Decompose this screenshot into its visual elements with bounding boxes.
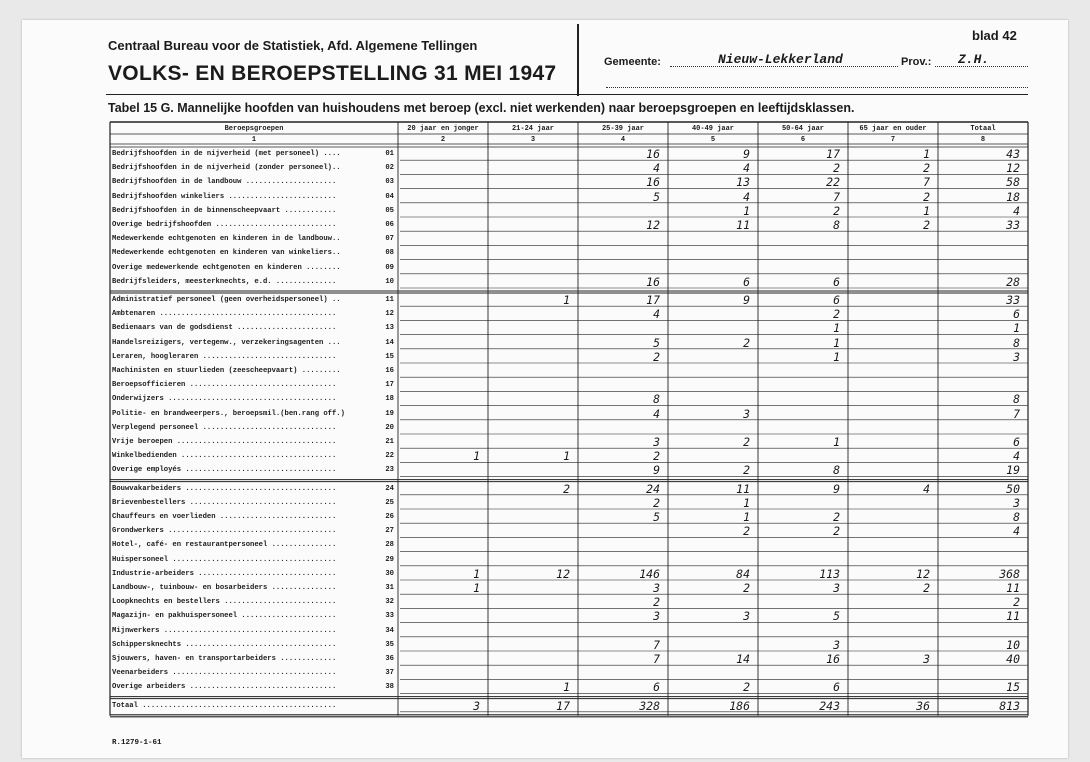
table-row-label (112, 309, 394, 319)
table-cell-value: 84 (736, 566, 750, 581)
occupation-name: Bedrijfshoofden in de nijverheid (zonder personeel).. (112, 164, 341, 173)
table-cell-value: 2 (743, 524, 750, 539)
table-row-label (112, 149, 394, 159)
occupation-code: 33 (385, 612, 394, 621)
table-cell-value: 2 (923, 161, 930, 176)
column-number: 6 (800, 136, 806, 144)
table-title: Tabel 15 G. Mannelijke hoofden van huishoudens met beroep (excl. niet werkenden) naar beroepsgroepen en leeftijdsklassen. (108, 101, 855, 115)
occupation-name: Landbouw-, tuinbouw- en bosarbeiders ............... (112, 584, 337, 592)
province-label: Prov.: (901, 56, 932, 68)
table-cell-value: 3 (1013, 349, 1020, 364)
table-cell-value: 11 (1006, 581, 1020, 595)
table-cell-value: 13 (736, 175, 750, 190)
table-row-label (112, 555, 394, 565)
occupation-code: 10 (385, 277, 394, 286)
table-row-label (112, 437, 394, 447)
occupation-name: Loopknechts en bestellers .......................... (112, 598, 337, 607)
table-cell-value: 16 (646, 147, 660, 161)
census-title: VOLKS- EN BEROEPSTELLING 31 MEI 1947 (108, 62, 557, 85)
occupation-code: 04 (385, 192, 394, 201)
occupation-name: Beroepsofficieren .................................. (112, 381, 337, 390)
occupation-code: 25 (385, 498, 394, 507)
table-cell-value: 2 (923, 581, 930, 595)
table-cell-value: 17 (556, 698, 570, 713)
table-cell-value: 2 (833, 203, 840, 218)
table-cell-value: 1 (743, 203, 750, 218)
table-cell-value: 2 (563, 481, 570, 496)
occupation-code: 16 (385, 367, 394, 375)
table-cell-value: 43 (1006, 147, 1020, 161)
table-cell-value: 8 (833, 463, 840, 478)
table-cell-value: 11 (1006, 609, 1020, 624)
table-cell-value: 2 (653, 449, 660, 464)
occupation-code: 07 (385, 235, 394, 244)
table-cell-value: 4 (653, 406, 660, 421)
table-cell-value: 8 (653, 392, 660, 407)
column-number: 2 (440, 136, 446, 144)
table-cell-value: 17 (826, 147, 840, 161)
table-cell-value: 3 (923, 652, 930, 666)
table-cell-value: 7 (1013, 406, 1020, 421)
table-cell-value: 3 (653, 609, 660, 624)
table-cell-value: 3 (653, 435, 660, 449)
occupation-name: Magazijn- en pakhuispersoneel ...................... (112, 612, 337, 621)
occupation-name: Mijnwerkers ........................................ (112, 626, 337, 635)
table-cell-value: 4 (743, 189, 750, 204)
column-number: 8 (980, 136, 986, 144)
table-row-label (112, 626, 394, 636)
column-header: 25-39 jaar (601, 125, 644, 133)
occupation-name: Verplegend personeel ............................... (112, 423, 337, 432)
table-cell-value: 3 (653, 581, 660, 595)
table-row-label (112, 323, 394, 333)
occupation-code: 28 (385, 541, 394, 550)
occupation-name: Machinisten en stuurlieden (zeescheepvaart) ......... (112, 367, 341, 375)
occupation-name: Chauffeurs en voerlieden ........................... (112, 513, 337, 521)
table-row-label (112, 583, 394, 593)
table-cell-value: 2 (743, 435, 750, 449)
table-cell-value: 1 (563, 449, 570, 464)
table-row-label (112, 512, 394, 522)
column-header: Totaal (970, 125, 996, 133)
table-cell-value: 2 (743, 581, 750, 595)
table-cell-value: 2 (653, 595, 660, 610)
table-row-label (112, 220, 394, 230)
occupation-code: 34 (385, 626, 394, 635)
table-cell-value: 28 (1006, 274, 1020, 289)
table-cell-value: 4 (1013, 449, 1020, 464)
table-cell-value: 6 (743, 274, 750, 289)
occupation-code: 30 (385, 569, 394, 578)
table-cell-value: 8 (1013, 335, 1020, 350)
table-cell-value: 3 (473, 698, 480, 713)
table-cell-value: 5 (653, 189, 660, 204)
table-row-label (112, 206, 394, 216)
occupation-code: 31 (385, 584, 394, 592)
table-cell-value: 12 (1006, 161, 1020, 176)
table-cell-value: 15 (1006, 680, 1020, 695)
table-row-label (112, 668, 394, 678)
occupation-name: Bedienaars van de godsdienst ....................... (112, 324, 337, 333)
table-cell-value: 7 (653, 652, 660, 666)
table-cell-value: 36 (916, 698, 930, 713)
table-cell-value: 2 (833, 524, 840, 539)
table-cell-value: 4 (923, 481, 930, 496)
table-cell-value: 1 (743, 495, 750, 510)
table-row-label (112, 380, 394, 390)
table-cell-value: 9 (833, 481, 840, 496)
occupation-code: 24 (385, 484, 394, 493)
occupation-name: Bouwvakarbeiders ................................... (112, 484, 337, 493)
column-header: Beroepsgroepen (224, 125, 284, 133)
occupation-name: Administratief personeel (geen overheidspersoneel) .. (112, 296, 341, 304)
column-number: 3 (530, 136, 536, 144)
table-cell-value: 9 (653, 463, 660, 478)
table-cell-value: 113 (819, 566, 840, 581)
column-number: 1 (251, 136, 257, 144)
occupation-name: Medewerkende echtgenoten en kinderen van winkeliers.. (112, 249, 341, 258)
gemeente-label: Gemeente: (604, 56, 661, 68)
province-value: Z.H. (958, 52, 990, 67)
table-row-label (112, 465, 394, 475)
table-cell-value: 7 (653, 637, 660, 652)
table-cell-value: 40 (1006, 652, 1020, 666)
occupation-name: Onderwijzers ....................................... (112, 395, 337, 404)
occupation-code: 32 (385, 598, 394, 607)
table-cell-value: 1 (563, 680, 570, 695)
occupation-name: Overige arbeiders .................................. (112, 683, 337, 692)
occupation-name: Overige medewerkende echtgenoten en kinderen ........ (112, 263, 341, 272)
occupation-name: Bedrijfshoofden in de binnenscheepvaart ............ (112, 206, 337, 215)
occupation-name: Brievenbestellers .................................. (112, 498, 337, 507)
table-cell-value: 1 (563, 293, 570, 307)
table-cell-value: 10 (1006, 637, 1020, 652)
table-row-label (112, 263, 394, 273)
table-row-label (112, 423, 394, 433)
occupation-name: Ambtenaren ......................................... (112, 310, 337, 319)
table-row-label (112, 498, 394, 508)
column-header: 40-49 jaar (691, 125, 734, 133)
table-cell-value: 12 (556, 566, 570, 581)
table-cell-value: 6 (1013, 307, 1020, 322)
occupation-code: 12 (385, 310, 394, 319)
column-header: 65 jaar en ouder (859, 125, 927, 133)
table-cell-value: 7 (833, 189, 840, 204)
table-row-label (112, 701, 394, 711)
table-cell-value: 186 (729, 698, 750, 713)
table-cell-value: 4 (1013, 524, 1020, 539)
table-row-label (112, 654, 394, 664)
column-number: 5 (710, 136, 716, 144)
occupation-name: Veenarbeiders ...................................... (112, 669, 337, 678)
form-code: R.1279-1-61 (112, 739, 162, 747)
table-cell-value: 9 (743, 293, 750, 307)
occupation-name: Politie- en brandweerpers., beroepsmil.(ben.rang off.) (112, 409, 345, 418)
table-row-label (112, 569, 394, 579)
occupation-code: 26 (385, 513, 394, 521)
table-row-label (112, 234, 394, 244)
occupation-code: 37 (385, 669, 394, 678)
table-cell-value: 6 (833, 293, 840, 307)
occupation-name: Industrie-arbeiders ................................ (112, 569, 337, 578)
column-number: 4 (620, 136, 626, 144)
table-row-label (112, 352, 394, 362)
table-row-label (112, 526, 394, 536)
occupation-code: 19 (385, 409, 394, 418)
occupation-code: 05 (385, 206, 394, 215)
table-cell-value: 1 (473, 581, 480, 595)
table-cell-value: 18 (1006, 189, 1020, 204)
table-cell-value: 5 (833, 609, 840, 624)
table-cell-value: 8 (1013, 510, 1020, 524)
occupation-code: 03 (385, 178, 394, 187)
column-header: 20 jaar en jonger (407, 125, 479, 133)
occupation-name: Handelsreizigers, vertegenw., verzekeringsagenten ... (112, 338, 341, 347)
table-cell-value: 2 (923, 189, 930, 204)
occupation-name: Bedrijfshoofden in de landbouw ..................... (112, 178, 337, 187)
table-cell-value: 1 (923, 147, 930, 161)
column-number: 7 (890, 136, 896, 144)
table-cell-value: 3 (833, 581, 840, 595)
occupation-name: Schippersknechts ................................... (112, 640, 337, 649)
table-cell-value: 813 (999, 698, 1020, 713)
table-cell-value: 14 (736, 652, 750, 666)
table-cell-value: 4 (653, 307, 660, 322)
table-cell-value: 7 (923, 175, 930, 190)
occupation-code: 27 (385, 527, 394, 536)
occupation-code: 13 (385, 324, 394, 333)
table-cell-value: 19 (1006, 463, 1020, 478)
table-cell-value: 4 (743, 161, 750, 176)
bureau-name: Centraal Bureau voor de Statistiek, Afd. Algemene Tellingen (108, 38, 478, 53)
occupation-code: 29 (385, 555, 394, 564)
table-row-label (112, 192, 394, 202)
table-cell-value: 4 (653, 161, 660, 176)
occupation-code: 01 (385, 150, 394, 158)
table-row-label (112, 640, 394, 650)
occupation-name: Vrije beroepen ..................................... (112, 438, 337, 446)
occupation-code: 38 (385, 683, 394, 692)
table-cell-value: 24 (646, 481, 660, 496)
table-cell-value: 1 (833, 349, 840, 364)
table-cell-value: 3 (743, 406, 750, 421)
occupation-code: 15 (385, 352, 394, 361)
table-cell-value: 3 (743, 609, 750, 624)
table-row-label (112, 295, 394, 305)
occupation-code: 35 (385, 640, 394, 649)
table-row-label (112, 394, 394, 404)
table-cell-value: 1 (743, 510, 750, 524)
table-cell-value: 50 (1006, 481, 1020, 496)
occupation-name: Overige bedrijfshoofden ............................ (112, 221, 337, 229)
table-cell-value: 9 (743, 147, 750, 161)
table-cell-value: 2 (1013, 595, 1020, 610)
occupation-name: Sjouwers, haven- en transportarbeiders ............. (112, 655, 337, 663)
table-cell-value: 2 (743, 680, 750, 695)
occupation-code: 20 (385, 423, 394, 432)
occupation-code: 21 (385, 438, 394, 446)
column-header: 50-64 jaar (781, 125, 824, 133)
table-cell-value: 1 (473, 566, 480, 581)
table-cell-value: 1 (1013, 321, 1020, 336)
table-cell-value: 33 (1006, 218, 1020, 232)
occupation-name: Grondwerkers ....................................... (112, 527, 337, 536)
table-cell-value: 17 (646, 293, 660, 307)
occupation-name: Medewerkende echtgenoten en kinderen in de landbouw.. (112, 235, 341, 244)
table-cell-value: 12 (646, 218, 660, 232)
table-cell-value: 16 (646, 274, 660, 289)
table-row-label (112, 597, 394, 607)
table-cell-value: 11 (736, 481, 750, 496)
occupation-name: Bedrijfshoofden in de nijverheid (met personeel) .... (112, 150, 341, 158)
occupation-name: Overige employés ................................... (112, 466, 337, 475)
occupation-code: 02 (385, 164, 394, 173)
table-cell-value: 1 (833, 335, 840, 350)
table-row-label (112, 682, 394, 692)
table-cell-value: 2 (833, 161, 840, 176)
occupation-name: Bedrijfsleiders, meesterknechts, e.d. .............. (112, 277, 337, 286)
table-cell-value: 1 (473, 449, 480, 464)
occupation-code: 09 (385, 263, 394, 272)
table-row-label (112, 366, 394, 376)
sheet-number: blad 42 (972, 28, 1017, 43)
table-cell-value: 4 (1013, 203, 1020, 218)
table-cell-value: 1 (833, 435, 840, 449)
occupation-code: 08 (385, 249, 394, 258)
occupation-code: 17 (385, 381, 394, 390)
occupation-code: 23 (385, 466, 394, 475)
table-cell-value: 3 (833, 637, 840, 652)
occupation-name: Huispersoneel ...................................... (112, 555, 337, 564)
table-cell-value: 22 (826, 175, 840, 190)
column-header: 21-24 jaar (511, 125, 554, 133)
table-cell-value: 5 (653, 510, 660, 524)
occupation-name: Hotel-, café- en restaurantpersoneel ............... (112, 541, 337, 550)
occupation-code: 22 (385, 452, 394, 461)
occupation-name: Leraren, hoogleraren ............................... (112, 352, 337, 361)
table-cell-value: 2 (743, 335, 750, 350)
occupation-code: 11 (385, 296, 394, 304)
table-cell-value: 12 (916, 566, 930, 581)
table-cell-value: 2 (833, 307, 840, 322)
gemeente-value: Nieuw-Lekkerland (718, 52, 843, 67)
table-cell-value: 6 (833, 274, 840, 289)
table-row-label (112, 611, 394, 621)
occupation-name: Totaal ............................................. (112, 701, 337, 710)
table-row-label (112, 338, 394, 348)
table-cell-value: 146 (639, 566, 660, 581)
table-cell-value: 1 (833, 321, 840, 336)
table-row-label (112, 451, 394, 461)
occupation-code: 36 (385, 655, 394, 663)
table-row-label (112, 177, 394, 187)
table-cell-value: 8 (1013, 392, 1020, 407)
table-row-label (112, 484, 394, 494)
table-cell-value: 2 (653, 495, 660, 510)
table-cell-value: 16 (826, 652, 840, 666)
table-row-label (112, 277, 394, 287)
table-cell-value: 5 (653, 335, 660, 350)
table-cell-value: 1 (923, 203, 930, 218)
table-cell-value: 6 (1013, 435, 1020, 449)
table-cell-value: 2 (833, 510, 840, 524)
occupation-code: 14 (385, 338, 394, 347)
table-cell-value: 58 (1006, 175, 1020, 190)
table-cell-value: 16 (646, 175, 660, 190)
table-row-label (112, 409, 394, 419)
occupation-name: Bedrijfshoofden winkeliers ......................... (112, 192, 337, 201)
table-cell-value: 368 (999, 566, 1020, 581)
table-cell-value: 2 (743, 463, 750, 478)
occupation-code: 06 (385, 221, 394, 229)
table-cell-value: 6 (833, 680, 840, 695)
table-cell-value: 8 (833, 218, 840, 232)
occupation-name: Winkelbedienden .................................... (112, 452, 337, 461)
table-cell-value: 328 (639, 698, 660, 713)
table-cell-value: 33 (1006, 293, 1020, 307)
table-cell-value: 6 (653, 680, 660, 695)
table-row-label (112, 248, 394, 258)
table-cell-value: 2 (923, 218, 930, 232)
table-row-label (112, 163, 394, 173)
occupation-code: 18 (385, 395, 394, 404)
table-cell-value: 243 (819, 698, 840, 713)
table-cell-value: 2 (653, 349, 660, 364)
table-row-label (112, 540, 394, 550)
table-cell-value: 3 (1013, 495, 1020, 510)
table-cell-value: 11 (736, 218, 750, 232)
